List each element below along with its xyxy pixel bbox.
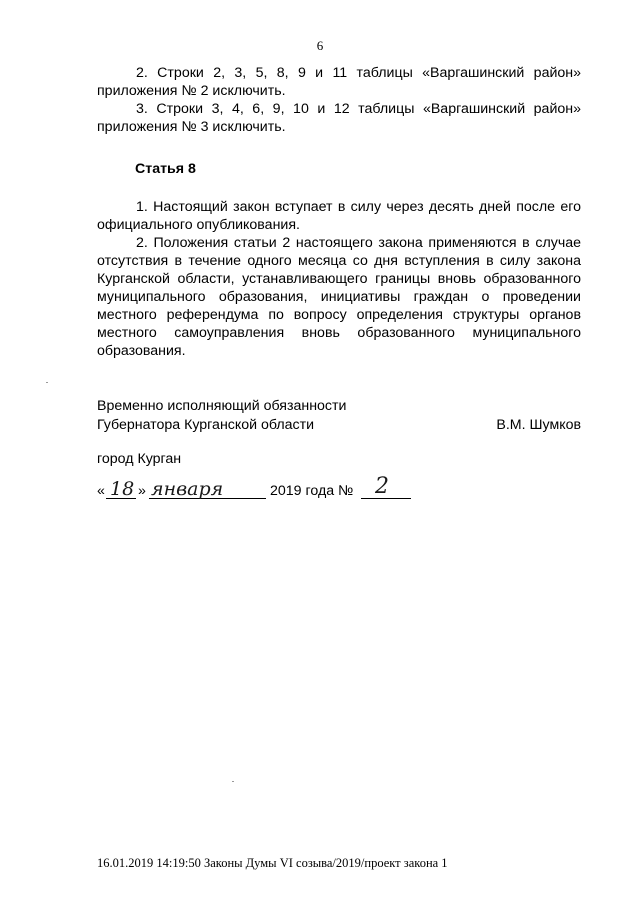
paragraph-item-3: 3. Строки 3, 4, 6, 9, 10 и 12 таблицы «Варгашинский район» приложения № 3 исключить. bbox=[97, 101, 581, 135]
signature-block bbox=[97, 397, 581, 435]
footer-file-info: 16.01.2019 14:19:50 Законы Думы VI созыва/2019/проект закона 1 bbox=[97, 856, 448, 870]
paragraph-item-2: 2. Строки 2, 3, 5, 8, 9 и 11 таблицы «Варгашинский район» приложения № 2 исключить. bbox=[97, 65, 581, 99]
article-paragraph-1: 1. Настоящий закон вступает в силу через десять дней после его официального опубликования. bbox=[97, 199, 581, 233]
scan-speck bbox=[46, 382, 48, 383]
city-label: город Курган bbox=[97, 451, 182, 467]
date-month-handwritten: января bbox=[151, 478, 224, 500]
signatory-position-line1: Временно исполняющий обязанности bbox=[97, 398, 347, 414]
date-close-quote: » bbox=[138, 483, 146, 499]
date-day-handwritten: 18 bbox=[110, 478, 135, 500]
date-year-text: 2019 года № bbox=[270, 483, 354, 499]
document-number-handwritten: 2 bbox=[375, 474, 389, 499]
scan-speck bbox=[232, 781, 234, 782]
page-number: 6 bbox=[316, 38, 324, 53]
signatory-position-line2: Губернатора Курганской области bbox=[97, 417, 315, 433]
date-open-quote: « bbox=[97, 483, 105, 499]
signatory-name: В.М. Шумков bbox=[496, 417, 581, 433]
document-body bbox=[97, 64, 581, 360]
article-paragraph-2: 2. Положения статьи 2 настоящего закона применяются в случае отсутствия в течение одного месяца со дня вступления в силу закона Курганской области, устанавливающего границы вновь образованного муниципального образования, инициативы граждан о проведении местного референдума по вопросу определения структуры органов местного самоуправления вновь образованного муниципального образования. bbox=[97, 235, 581, 359]
article-heading: Статья 8 bbox=[135, 161, 196, 177]
